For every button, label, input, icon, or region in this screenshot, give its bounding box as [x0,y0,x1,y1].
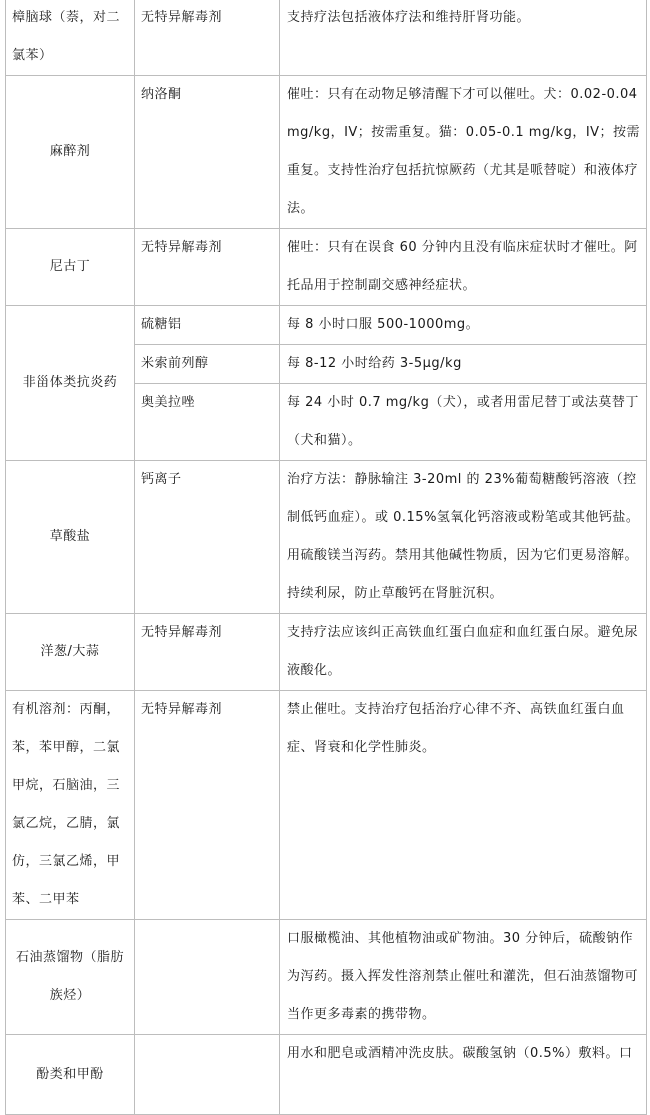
antidote-cell [135,920,280,1035]
treatment-cell: 催吐：只有在误食 60 分钟内且没有临床症状时才催吐。阿托品用于控制副交感神经症状。 [280,229,647,306]
treatment-cell: 治疗方法：静脉输注 3-20ml 的 23%葡萄糖酸钙溶液（控制低钙血症）。或 0.15%氢氧化钙溶液或粉笔或其他钙盐。用硫酸镁当泻药。禁用其他碱性物质，因为它们更易溶解。持续利尿，防止草酸钙在肾脏沉积。 [280,461,647,614]
treatment-cell: 支持疗法包括液体疗法和维持肝肾功能。 [280,0,647,76]
table-row [6,0,647,76]
agent-cell: 酚类和甲酚 [6,1035,135,1115]
treatment-cell: 口服橄榄油、其他植物油或矿物油。30 分钟后，硫酸钠作为泻药。摄入挥发性溶剂禁止催吐和灌洗，但石油蒸馏物可当作更多毒素的携带物。 [280,920,647,1035]
treatment-cell: 禁止催吐。支持治疗包括治疗心律不齐、高铁血红蛋白血症、肾衰和化学性肺炎。 [280,691,647,920]
agent-cell: 樟脑球（萘，对二氯苯） [6,0,135,76]
antidote-cell: 钙离子 [135,461,280,614]
antidote-cell: 硫糖铝 [135,306,280,345]
table-row [6,306,647,345]
table-row [6,76,647,229]
table-row [6,691,647,920]
agent-cell: 有机溶剂：丙酮，苯，苯甲醇，二氯甲烷，石脑油，三氯乙烷，乙腈，氯仿，三氯乙烯，甲苯、二甲苯 [6,691,135,920]
treatment-cell: 用水和肥皂或酒精冲洗皮肤。碳酸氢钠（0.5%）敷料。口 [280,1035,647,1115]
antidote-cell: 无特异解毒剂 [135,691,280,920]
agent-cell: 草酸盐 [6,461,135,614]
agent-cell: 洋葱/大蒜 [6,614,135,691]
agent-cell: 麻醉剂 [6,76,135,229]
table-row [6,461,647,614]
agent-cell: 石油蒸馏物（脂肪族烃） [6,920,135,1035]
toxin-treatment-table [5,0,647,1115]
antidote-cell: 无特异解毒剂 [135,0,280,76]
antidote-cell [135,1035,280,1115]
treatment-cell: 催吐：只有在动物足够清醒下才可以催吐。犬：0.02-0.04 mg/kg，IV；按需重复。猫：0.05-0.1 mg/kg，IV；按需重复。支持性治疗包括抗惊厥药（尤其是哌替啶）和液体疗法。 [280,76,647,229]
treatment-cell: 支持疗法应该纠正高铁血红蛋白血症和血红蛋白尿。避免尿液酸化。 [280,614,647,691]
antidote-cell: 纳洛酮 [135,76,280,229]
antidote-cell: 无特异解毒剂 [135,229,280,306]
table-row [6,920,647,1035]
antidote-cell: 奥美拉唑 [135,384,280,461]
treatment-cell: 每 8-12 小时给药 3-5μg/kg [280,345,647,384]
agent-cell: 尼古丁 [6,229,135,306]
treatment-cell: 每 8 小时口服 500-1000mg。 [280,306,647,345]
table-row [6,614,647,691]
antidote-cell: 米索前列醇 [135,345,280,384]
antidote-cell: 无特异解毒剂 [135,614,280,691]
table-row [6,229,647,306]
agent-cell: 非甾体类抗炎药 [6,306,135,461]
treatment-cell: 每 24 小时 0.7 mg/kg（犬），或者用雷尼替丁或法莫替丁（犬和猫）。 [280,384,647,461]
table-row [6,1035,647,1115]
